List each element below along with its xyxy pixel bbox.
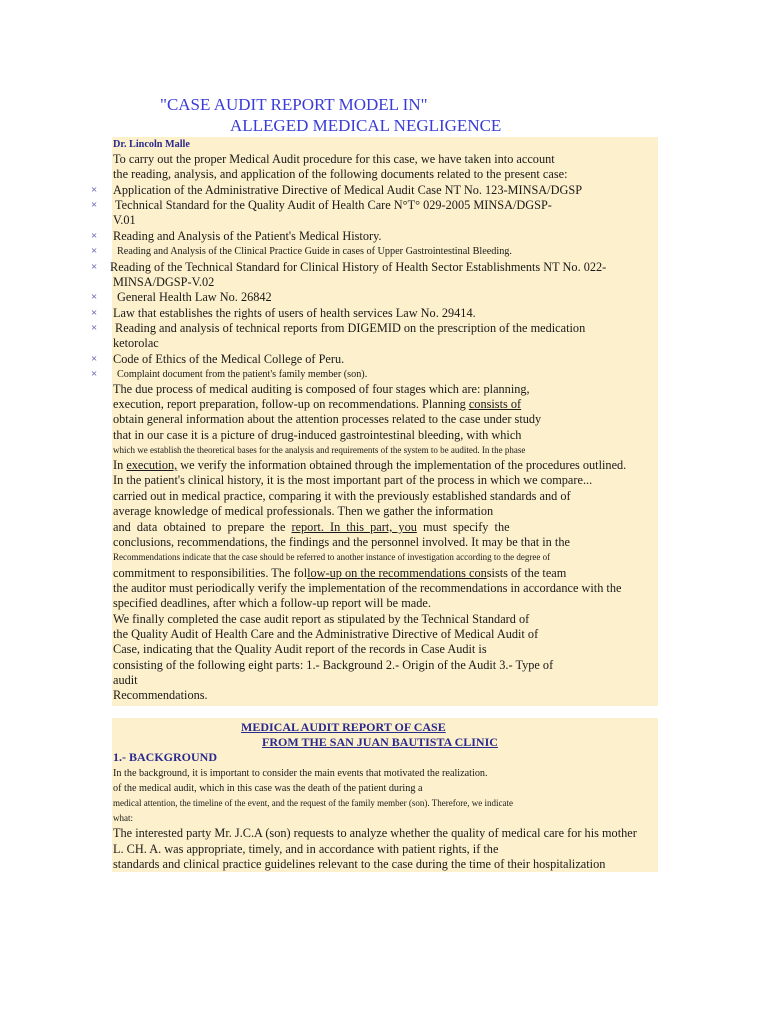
- list-item: ketorolac: [113, 336, 159, 350]
- paragraph-line: [113, 489, 656, 504]
- list-bullet-icon: ×: [91, 353, 98, 365]
- paragraph-line: Case, indicating that the Quality Audit report of the records in Case Audit is: [113, 642, 487, 656]
- paragraph-line: what:: [113, 813, 133, 823]
- paragraph-line: the Quality Audit of Health Care and the Administrative Directive of Medical Audit of: [113, 627, 539, 641]
- list-item: Reading and Analysis of the Clinical Practice Guide in cases of Upper Gastrointestinal Bleeding.: [117, 246, 512, 257]
- list-item: Code of Ethics of the Medical College of Peru.: [113, 352, 345, 366]
- list-bullet-icon: ×: [91, 322, 98, 334]
- paragraph-line: [113, 566, 566, 581]
- report-heading-text: FROM THE SAN JUAN BAUTISTA CLINIC: [262, 735, 498, 749]
- underlined-text: consists of: [468, 397, 522, 411]
- intro-line: the reading, analysis, and application of the following documents related to the present case:: [113, 167, 568, 181]
- section-heading-background: 1.- BACKGROUND: [113, 750, 217, 764]
- paragraph-line: obtain general information about the attention processes related to the case under study: [113, 412, 542, 426]
- list-item: V.01: [113, 213, 136, 227]
- paragraph-text: sists of the team: [486, 566, 567, 580]
- paragraph-line: Recommendations.: [113, 688, 208, 702]
- document-title-line-2: ALLEGED MEDICAL NEGLIGENCE: [230, 116, 502, 135]
- list-bullet-icon: ×: [91, 230, 98, 242]
- list-item: General Health Law No. 26842: [117, 290, 272, 304]
- paragraph-text: and data obtained to prepare the: [113, 520, 286, 534]
- report-heading-line-1: [241, 720, 526, 735]
- list-bullet-icon: ×: [91, 368, 98, 380]
- paragraph-text: we verify the information obtained through the implementation of the procedures outlined.: [180, 458, 627, 472]
- paragraph-line: The due process of medical auditing is composed of four stages which are: planning,: [113, 382, 530, 396]
- paragraph-line: specified deadlines, after which a follow-up report will be made.: [113, 596, 431, 610]
- paragraph-line: average knowledge of medical professionals. Then we gather the information: [113, 504, 494, 518]
- paragraph-line: [113, 520, 510, 535]
- paragraph-line: In the background, it is important to consider the main events that motivated the realization.: [113, 768, 488, 779]
- list-item: Reading and analysis of technical reports from DIGEMID on the prescription of the medication: [115, 321, 586, 335]
- paragraph-line: that in our case it is a picture of drug-induced gastrointestinal bleeding, with which: [113, 428, 522, 442]
- paragraph-line: We finally completed the case audit report as stipulated by the Technical Standard of: [113, 612, 530, 626]
- list-bullet-icon: ×: [91, 291, 98, 303]
- list-bullet-icon: ×: [91, 307, 98, 319]
- list-item: MINSA/DGSP-V.02: [113, 275, 215, 289]
- paragraph-line: the auditor must periodically verify the implementation of the recommendations in accordance with the: [113, 581, 622, 595]
- list-item: Complaint document from the patient's family member (son).: [117, 369, 368, 380]
- paragraph-line: which we establish the theoretical bases for the analysis and requirements of the system to be audited. In the phase: [113, 445, 526, 455]
- paragraph-line: of the medical audit, which in this case was the death of the patient during a: [113, 783, 423, 794]
- list-item: [110, 260, 766, 275]
- document-title-line-1: "CASE AUDIT REPORT MODEL IN": [160, 95, 428, 114]
- paragraph-line: consisting of the following eight parts: 1.- Background 2.- Origin of the Audit 3.- Type of: [113, 658, 554, 672]
- underlined-text: execution,: [126, 458, 178, 472]
- paragraph-line: medical attention, the timeline of the event, and the request of the family member (son). Therefore, we indicate: [113, 798, 513, 808]
- paragraph-line: In the patient's clinical history, it is the most important part of the process in which we compare...: [113, 473, 593, 487]
- paragraph-text: carried out in medical practice, comparing it with the previously established standards and of: [113, 489, 571, 503]
- list-bullet-icon: ×: [91, 245, 98, 257]
- paragraph-text: In: [113, 458, 124, 472]
- paragraph-line: standards and clinical practice guidelines relevant to the case during the time of their hospitalization: [113, 857, 606, 871]
- paragraph-text: conclusions, recommendations, the findings and the personnel involved. It may be that in the: [113, 535, 570, 549]
- list-item: Reading and Analysis of the Patient's Medical History.: [113, 229, 382, 243]
- list-item: Application of the Administrative Directive of Medical Audit Case NT No. 123-MINSA/DGSP: [113, 183, 583, 197]
- list-item-text: Reading of the Technical Standard for Clinical History of Health Sector Establishments NT No. 022-: [110, 260, 607, 274]
- list-bullet-icon: ×: [91, 199, 98, 211]
- list-item: Law that establishes the rights of users of health services Law No. 29414.: [113, 306, 476, 320]
- report-heading-line-2: [262, 735, 506, 750]
- author-name: Dr. Lincoln Malle: [113, 139, 190, 150]
- paragraph-text: execution, report preparation, follow-up on recommendations. Planning: [113, 397, 466, 411]
- underlined-text: low-up on the recommendations con: [307, 566, 487, 580]
- paragraph-line: [113, 535, 643, 550]
- list-item: Technical Standard for the Quality Audit of Health Care N°T° 029-2005 MINSA/DGSP-: [115, 198, 552, 212]
- paragraph-line: [113, 458, 626, 473]
- paragraph-line: L. CH. A. was appropriate, timely, and in accordance with patient rights, if the: [113, 842, 499, 856]
- paragraph-text: commitment to responsibilities. The fol: [113, 566, 308, 580]
- underlined-text: report. In this part, you: [291, 520, 417, 534]
- paragraph-line: The interested party Mr. J.C.A (son) requests to analyze whether the quality of medical care for his mother: [113, 826, 637, 840]
- paragraph-line: Recommendations indicate that the case should be referred to another instance of investigation according to the degree of: [113, 552, 551, 562]
- paragraph-text: must specify the: [422, 520, 510, 534]
- list-bullet-icon: ×: [91, 184, 98, 196]
- paragraph-line: [113, 397, 553, 412]
- report-heading-text: MEDICAL AUDIT REPORT OF CASE: [241, 720, 446, 734]
- list-bullet-icon: ×: [91, 261, 98, 273]
- intro-line: To carry out the proper Medical Audit procedure for this case, we have taken into account: [113, 152, 555, 166]
- paragraph-line: audit: [113, 673, 138, 687]
